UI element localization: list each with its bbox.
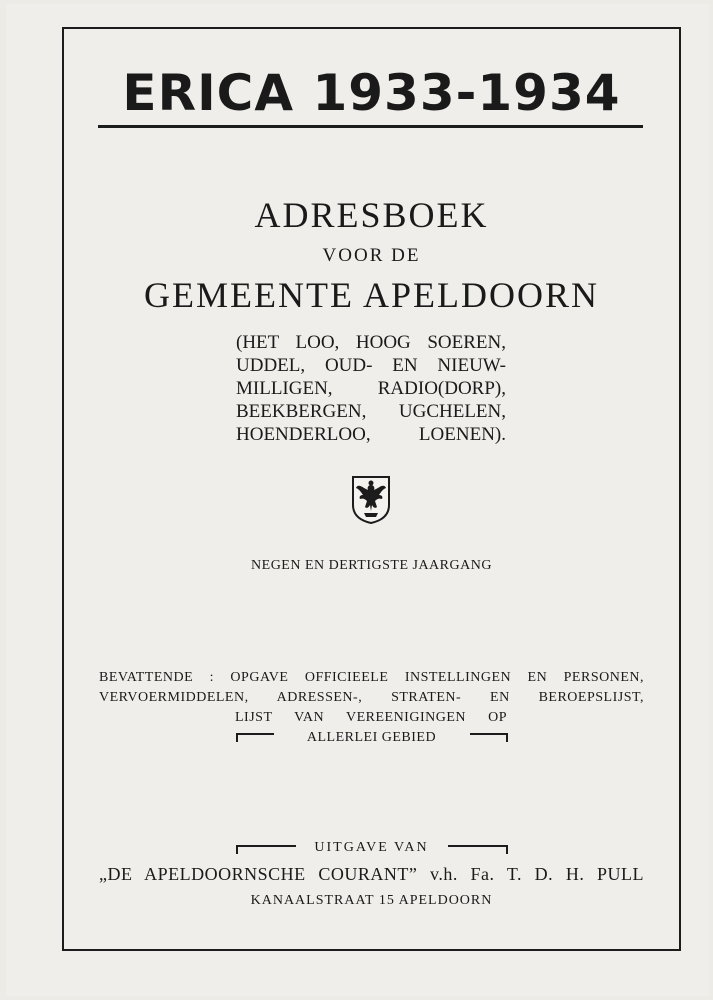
title-underline	[98, 125, 643, 128]
contents-line: ALLERLEI GEBIED	[306, 730, 437, 745]
contents-line: BEVATTENDE : OPGAVE OFFICIEELE INSTELLINGEN EN PERSONEN,	[99, 670, 644, 685]
edition-text: NEGEN EN DERTIGSTE JAARGANG	[251, 558, 492, 573]
bracket-left	[236, 733, 274, 742]
places-line: (HET LOO, HOOG SOEREN,	[236, 332, 506, 353]
cover-title: ERICA 1933-1934	[122, 64, 621, 122]
contents-line: VERVOERMIDDELEN, ADRESSEN-, STRATEN- EN BEROEPSLIJST,	[99, 690, 644, 705]
bracket-right	[470, 733, 508, 742]
contents-description	[99, 668, 644, 748]
places-line: UDDEL, OUD- EN NIEUW-	[236, 355, 506, 376]
places-line: BEEKBERGEN, UGCHELEN,	[236, 401, 506, 422]
places-list	[236, 331, 506, 446]
places-line: HOENDERLOO, LOENEN).	[236, 424, 506, 445]
places-line: MILLIGEN, RADIO(DORP),	[236, 378, 506, 399]
heading-voor-de: VOOR DE	[322, 245, 421, 266]
heading-adresboek: ADRESBOEK	[254, 195, 489, 235]
heading-gemeente: GEMEENTE APELDOORN	[144, 275, 599, 315]
contents-line: LIJST VAN VEREENIGINGEN OP	[235, 710, 507, 725]
publisher-address: KANAALSTRAAT 15 APELDOORN	[250, 893, 493, 908]
eagle-coat-of-arms-icon	[350, 475, 392, 525]
publisher-intro: UITGAVE VAN	[314, 840, 429, 855]
publisher-name: „DE APELDOORNSCHE COURANT” v.h. Fa. T. D. H. PULL	[99, 864, 644, 884]
